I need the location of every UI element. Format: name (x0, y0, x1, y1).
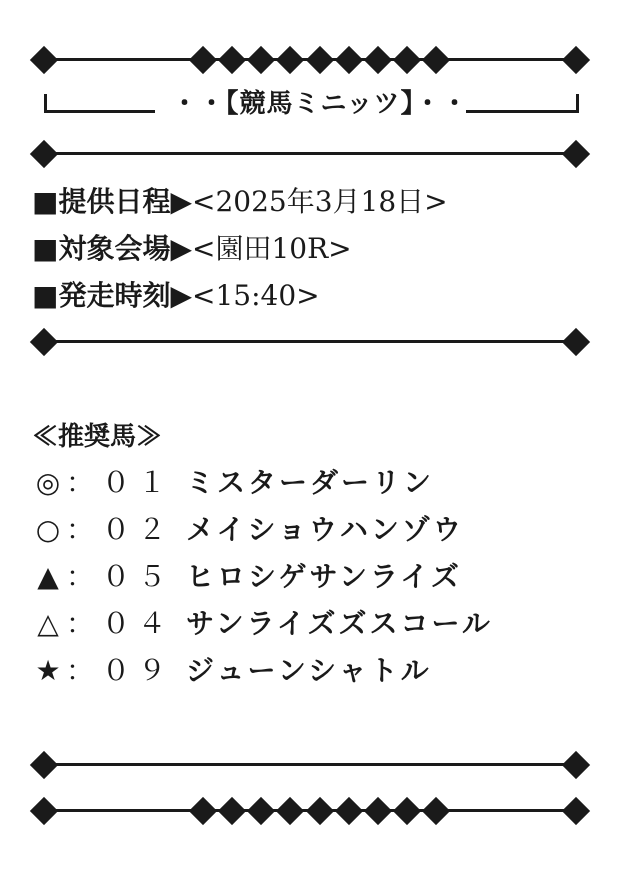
list-item (30, 649, 630, 693)
diamond-icon (30, 328, 58, 356)
diamond-icon (247, 46, 275, 74)
diamond-icon (393, 797, 421, 825)
pick-number: ：０４ (66, 607, 175, 640)
info-label: ■発走時刻▶ (32, 279, 192, 312)
diamond-icon (189, 46, 217, 74)
pick-number: ：０９ (66, 654, 175, 687)
info-date (32, 182, 448, 222)
list-item (30, 461, 630, 505)
diamond-icon (364, 797, 392, 825)
diamond-icon (335, 46, 363, 74)
pick-horse-name: ジューンシャトル (186, 654, 432, 687)
title-dots-right: ・・ (414, 89, 469, 119)
title-label: 【競馬ミニッツ】 (225, 89, 415, 119)
pick-horse-name: サンライズズスコール (186, 607, 493, 640)
diamond-icon (422, 46, 450, 74)
diamond-icon (30, 46, 58, 74)
diamond-icon (276, 797, 304, 825)
pick-number: ：０５ (66, 560, 175, 593)
diamond-icon (276, 46, 304, 74)
diamond-icon (422, 797, 450, 825)
info-value: <15:40> (192, 279, 320, 312)
list-item (30, 508, 630, 552)
diamond-icon (335, 797, 363, 825)
diamond-icon (306, 797, 334, 825)
diamond-icon (562, 140, 590, 168)
diamond-icon (218, 797, 246, 825)
info-time (32, 276, 320, 316)
diamond-icon (30, 751, 58, 779)
title-banner (0, 86, 640, 122)
diamond-icon (218, 46, 246, 74)
diamond-icon (30, 140, 58, 168)
list-item (30, 602, 630, 646)
diamond-icon (562, 797, 590, 825)
diamond-icon (393, 46, 421, 74)
pick-horse-name: ヒロシゲサンライズ (186, 560, 462, 593)
divider-line (44, 152, 576, 155)
title-dots-left: ・・ (171, 89, 226, 119)
info-label: ■提供日程▶ (32, 185, 192, 218)
recommend-heading: ≪推奨馬≫ (32, 422, 163, 452)
diamond-icon (30, 797, 58, 825)
list-item (30, 555, 630, 599)
info-venue (32, 229, 352, 269)
diamond-icon (562, 751, 590, 779)
diamond-icon (562, 46, 590, 74)
info-value: <園田10R> (192, 232, 352, 265)
page-title (0, 86, 640, 122)
pick-mark: ◎ (35, 466, 61, 499)
info-label: ■対象会場▶ (32, 232, 192, 265)
divider-line (44, 763, 576, 766)
pick-horse-name: メイショウハンゾウ (186, 513, 464, 546)
pick-mark: ★ (35, 654, 61, 687)
pick-number: ：０１ (66, 466, 175, 499)
divider-line (44, 340, 576, 343)
diamond-icon (306, 46, 334, 74)
pick-horse-name: ミスターダーリン (186, 466, 435, 499)
pick-mark: ○ (35, 513, 61, 546)
pick-mark: ▲ (37, 560, 59, 593)
diamond-icon (189, 797, 217, 825)
info-value: <2025年3月18日> (192, 185, 448, 218)
diamond-icon (247, 797, 275, 825)
pick-mark: △ (37, 607, 59, 640)
diamond-icon (364, 46, 392, 74)
pick-number: ：０２ (66, 513, 175, 546)
diamond-icon (562, 328, 590, 356)
